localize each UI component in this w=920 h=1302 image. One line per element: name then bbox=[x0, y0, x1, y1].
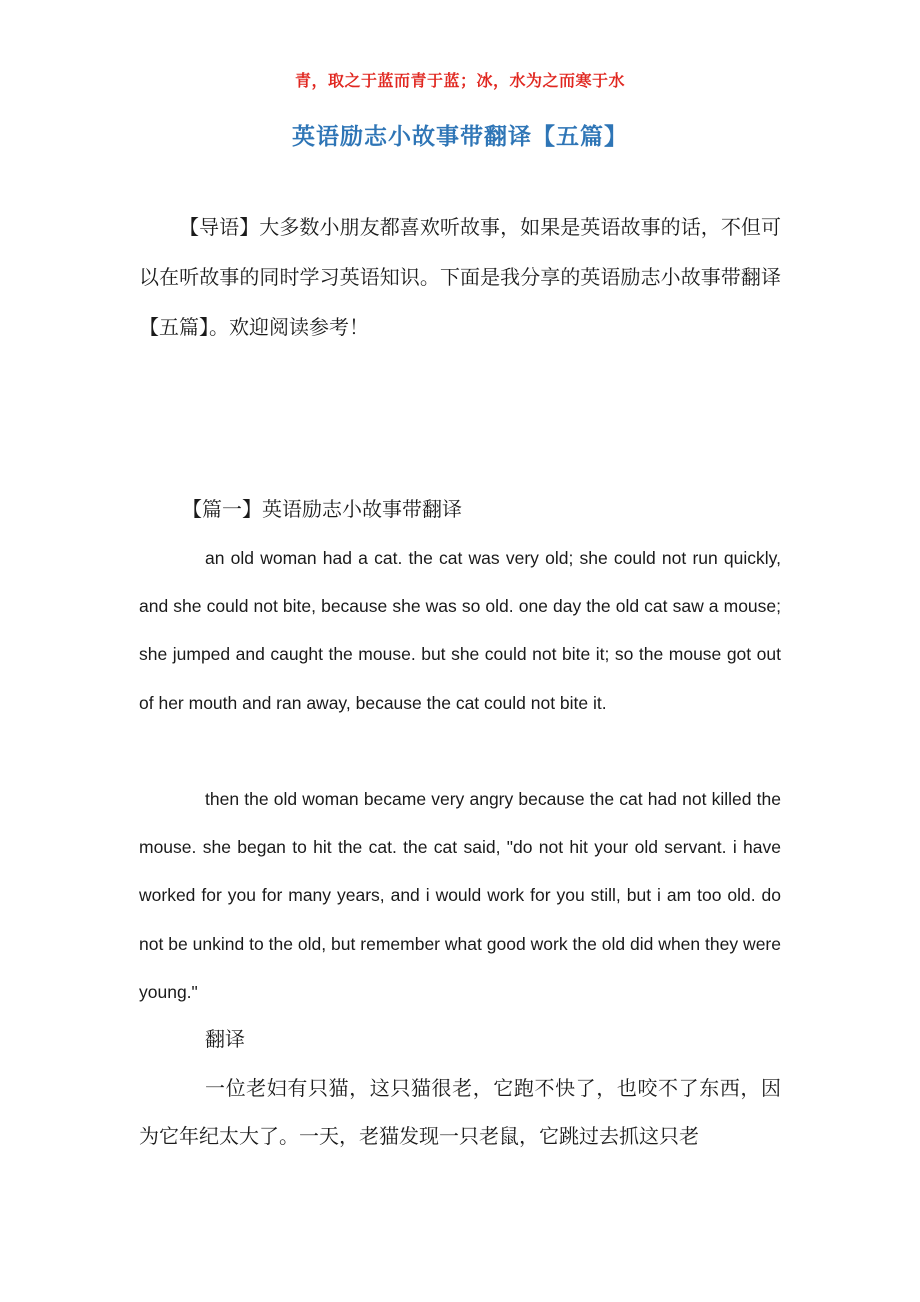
english-paragraph: an old woman had a cat. the cat was very old; she could not run quickly, and she could not bite, because she was so old. one day the old cat saw a mouse; she jumped and caught the mouse. but she could not bite it; so the mouse got out of her mouth and ran away, because the cat could not bite it. bbox=[139, 548, 781, 713]
header-motto: 青，取之于蓝而青于蓝；冰，水为之而寒于水 bbox=[294, 71, 625, 90]
document-title: 英语励志小故事带翻译【五篇】 bbox=[292, 124, 628, 150]
english-paragraph: then the old woman became very angry because the cat had not killed the mouse. she began to hit the cat. the cat said, "do not hit your old servant. i have worked for you for many years, and i would work for you still, but i am too old. do not be unkind to the old, but remember what good work the old did when they were young." bbox=[139, 789, 781, 1002]
section-heading: 【篇一】英语励志小故事带翻译 bbox=[182, 497, 462, 521]
translation-label: 翻译 bbox=[205, 1027, 245, 1051]
intro-paragraph: 【导语】大多数小朋友都喜欢听故事，如果是英语故事的话，不但可以在听故事的同时学习英语知识。下面是我分享的英语励志小故事带翻译【五篇】。欢迎阅读参考！ bbox=[139, 215, 781, 339]
chinese-translation-paragraph: 一位老妇有只猫，这只猫很老，它跑不快了，也咬不了东西，因为它年纪太大了。一天，老猫发现一只老鼠，它跳过去抓这只老 bbox=[139, 1076, 781, 1148]
